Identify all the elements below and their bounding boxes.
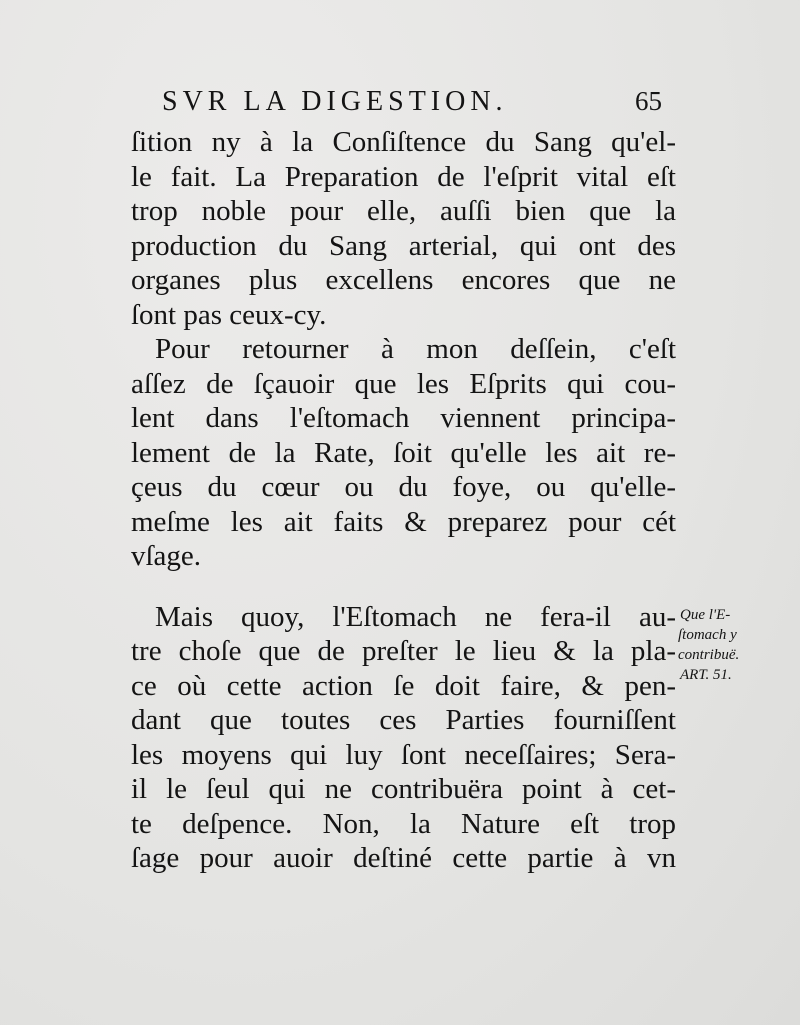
paragraph-gap (131, 574, 676, 600)
text-line: les moyens qui luy ſont neceſſaires; Sera- (131, 738, 676, 771)
text-line: lement de la Rate, ſoit qu'elle les ait re- (131, 436, 676, 469)
text-line: Mais quoy, l'Eſtomach ne fera-il au- (155, 600, 676, 633)
page-header (162, 86, 662, 120)
text-line: ce où cette action ſe doit faire, & pen- (131, 669, 676, 702)
paragraph (131, 125, 676, 332)
text-line: çeus du cœur ou du foye, ou qu'elle- (131, 471, 676, 503)
body-text (131, 125, 676, 876)
text-line: ſage pour auoir deſtiné cette partie à vn (131, 842, 676, 874)
text-line: vſage. (131, 540, 202, 572)
margin-note-line: ART. 51. (680, 667, 732, 683)
paragraph (131, 332, 676, 574)
paragraph (131, 600, 676, 876)
margin-note-line: contribuë. (678, 647, 740, 663)
margin-note (676, 605, 791, 685)
text-line: te deſpence. Non, la Nature eſt trop (131, 807, 676, 840)
text-line: trop noble pour elle, auſſi bien que la (131, 195, 676, 227)
text-line: dant que toutes ces Parties fourniſſent (131, 704, 676, 736)
margin-note-line: ſtomach y (678, 627, 737, 643)
text-line: il le ſeul qui ne contribuëra point à cet- (131, 773, 676, 805)
text-line: tre choſe que de preſter le lieu & la pla- (131, 635, 676, 667)
text-line: lent dans l'eſtomach viennent principa- (131, 402, 676, 434)
margin-note-line: Que l'E- (680, 607, 731, 623)
text-line: Pour retourner à mon deſſein, c'eſt (155, 333, 676, 365)
text-line: ſont pas ceux-cy. (131, 298, 327, 331)
text-line: ſition ny à la Conſiſtence du Sang qu'el- (131, 126, 676, 158)
text-line: aſſez de ſçauoir que les Eſprits qui cou- (131, 367, 676, 400)
text-line: organes plus excellens encores que ne (131, 264, 676, 296)
text-line: production du Sang arterial, qui ont des (131, 229, 676, 262)
page-number: 65 (635, 86, 662, 116)
text-line: meſme les ait faits & preparez pour cét (131, 505, 676, 538)
text-line: le fait. La Preparation de l'eſprit vital eſt (131, 160, 676, 193)
running-head: SVR LA DIGESTION. (162, 86, 508, 117)
